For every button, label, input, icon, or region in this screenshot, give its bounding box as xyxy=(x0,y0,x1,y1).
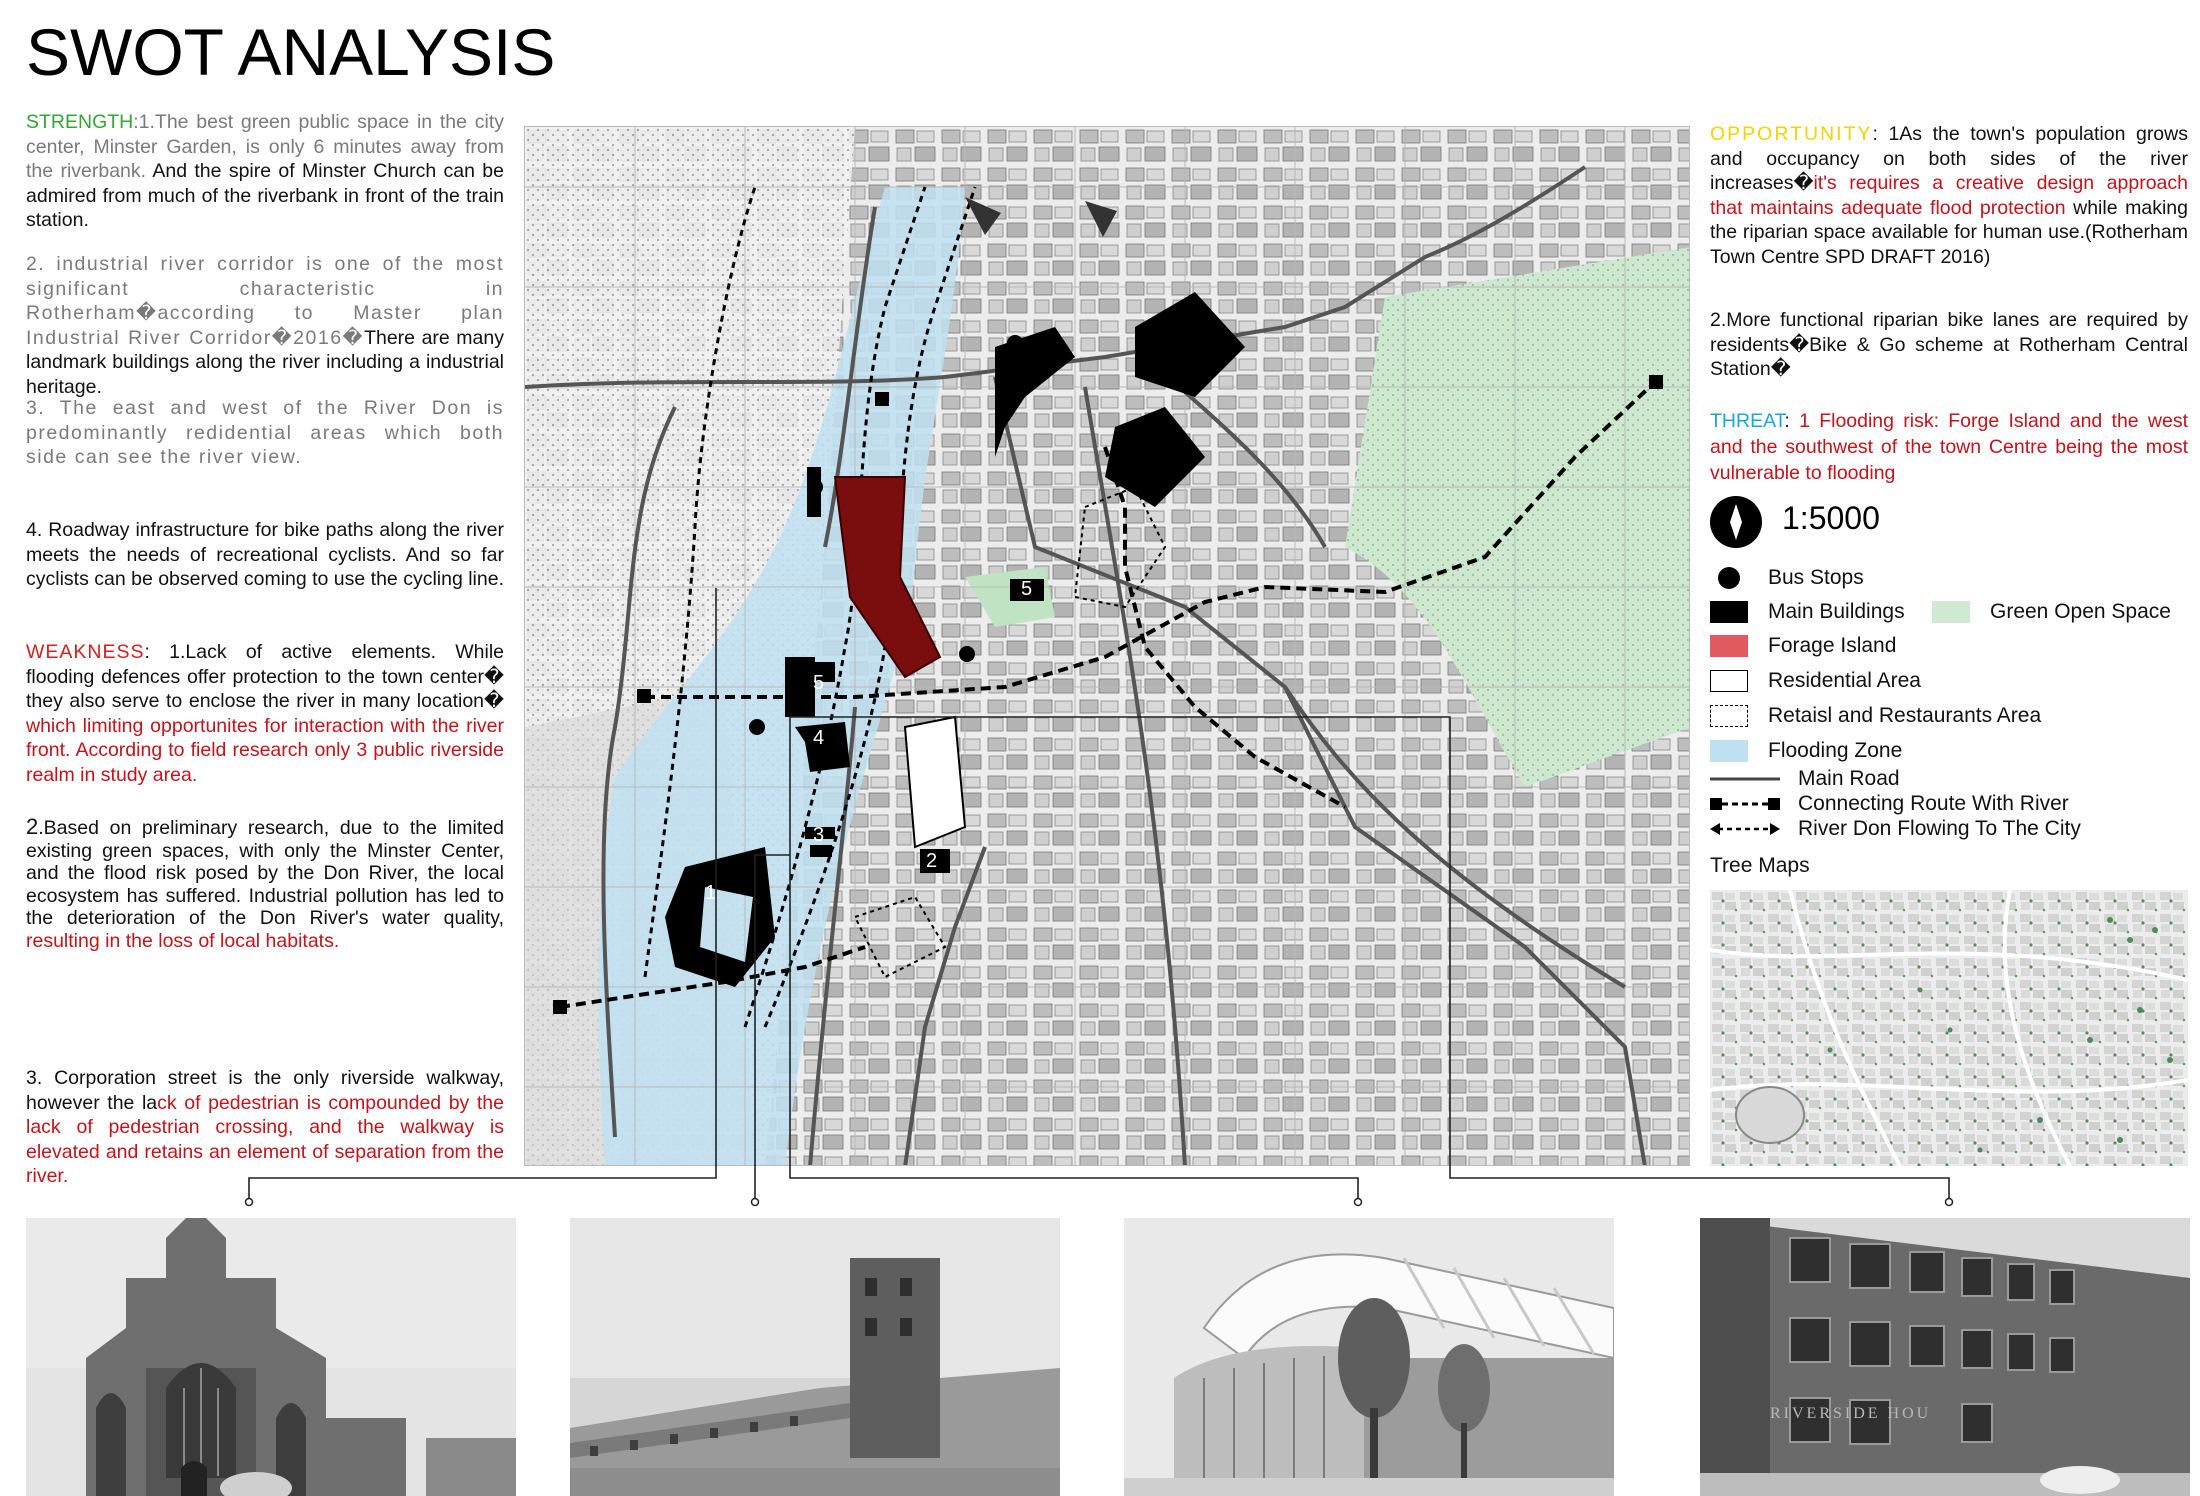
legend-green-space: Green Open Space xyxy=(1932,598,2171,626)
strength-text-2b: There are many landmark buildings along the river including a industrial heritage. xyxy=(26,326,504,398)
main-building-swatch xyxy=(1710,601,1748,623)
weakness-text-1b: which limiting opportunites for interaction with the river front. According to field research only 3 public riverside realm in study area. xyxy=(26,714,504,786)
opportunity-text-1: : 1As the town's population grows and occupancy on both sides of the river increases� xyxy=(1710,123,2188,194)
strength-paragraph-4: 4. Roadway infrastructure for bike paths along the river meets the needs of recreational cyclists. And so far cyclists can be observed coming to use the cycling line. xyxy=(26,519,504,590)
opportunity-paragraph-2: 2.More functional riparian bike lanes are required by residents�Bike & Go scheme at Rotherham Central Station� xyxy=(1710,309,2188,380)
page-title: SWOT ANALYSIS xyxy=(26,15,556,89)
weakness-text-2: .Based on preliminary research, due to the limited existing green spaces, with only the Minster Center, and the flood risk posed by the Don River, the local ecosystem has suffered. Industrial pollution has led to the deterioration of the Don River's water quality, xyxy=(26,817,504,929)
strength-paragraph-1 xyxy=(26,110,504,233)
legend-forge-island: Forage Island xyxy=(1710,632,1896,660)
photo-minster-church xyxy=(26,1218,516,1496)
legend-bus-stops: Bus Stops xyxy=(1710,564,1864,592)
site-label-2: 2 xyxy=(926,850,938,872)
weakness-paragraph-2 xyxy=(26,816,504,952)
retail-swatch xyxy=(1710,705,1748,727)
weakness-text-1: : 1.Lack of active elements. While flooding defences offer protection to the town center� they also serve to enclose the river in many location� xyxy=(26,641,504,712)
opportunity-text-1b: it's requires a creative design approach that maintains adequate flood protection xyxy=(1710,172,2188,219)
weakness-num-2: 2 xyxy=(26,814,39,839)
threat-paragraph xyxy=(1710,408,2188,486)
strength-text-1: :1.The best green public space in the city center, Minster Garden, is only 6 minutes away from the riverbank. xyxy=(26,111,504,182)
tree-maps-label: Tree Maps xyxy=(1710,854,1810,877)
site-label-3: 3 xyxy=(813,824,825,846)
weakness-text-3: 3. Corporation street is the only riverside walkway, however the la xyxy=(26,1067,504,1114)
connecting-route-icon xyxy=(1710,794,1780,814)
tree-map-image xyxy=(1710,890,2188,1166)
legend-river-flow: River Don Flowing To The City xyxy=(1710,815,2081,843)
site-label-4: 4 xyxy=(813,727,825,749)
map-scale: 1:5000 xyxy=(1782,500,1880,536)
threat-heading: THREAT xyxy=(1710,410,1785,432)
legend-residential: Residential Area xyxy=(1710,667,1921,695)
legend-flooding: Flooding Zone xyxy=(1710,737,1902,765)
bus-stop-icon xyxy=(1718,567,1740,589)
weakness-text-3b: ck of pedestrian is compounded by the lack of pedestrian crossing, and the walkway is elevated and retains an element of separation from the river. xyxy=(26,1091,504,1187)
weakness-text-2b: resulting in the loss of local habitats. xyxy=(26,929,340,952)
site-label-5b: 5 xyxy=(1021,578,1033,600)
tree-map-svg xyxy=(1710,890,2188,1166)
strength-text-2: 2. industrial river corridor is one of the most significant characteristic in Rotherham�according to Master plan Industrial River Corridor�2016� xyxy=(26,253,504,349)
strength-text-1b: And the spire of Minster Church can be admired from much of the riverbank in front of the train station. xyxy=(26,160,504,231)
industrial-illustration xyxy=(570,1218,1060,1496)
residential-area-outline xyxy=(905,717,965,847)
site-label-1: 1 xyxy=(705,882,717,904)
weakness-paragraph-1 xyxy=(26,640,504,787)
threat-text: 1 Flooding risk: Forge Island and the west and the southwest of the town Centre being the most vulnerable to flooding xyxy=(1710,410,2188,484)
opportunity-text-1c: while making the riparian space available for human use.(Rotherham Town Centre SPD DRAFT 2016) xyxy=(1710,196,2188,268)
main-road-line-icon xyxy=(1710,769,1780,789)
site-map-svg xyxy=(525,127,1690,1166)
forge-island-swatch xyxy=(1710,635,1748,657)
strength-paragraph-3: 3. The east and west of the River Don is predominantly redidential areas which both side can see the river view. xyxy=(26,397,504,468)
opportunity-heading: OPPORTUNITY xyxy=(1710,123,1873,145)
photo-industrial-heritage xyxy=(570,1218,1060,1496)
residential-swatch xyxy=(1710,670,1748,692)
legend-main-road: Main Road xyxy=(1710,765,1900,793)
strength-paragraph-2 xyxy=(26,252,504,399)
opportunity-paragraph-1 xyxy=(1710,122,2188,269)
photo-station-building xyxy=(1124,1218,1614,1496)
riverside-house-sign: RIVERSIDE HOU xyxy=(1770,1405,1932,1422)
riverside-house-illustration xyxy=(1700,1218,2190,1496)
photo-riverside-house xyxy=(1700,1218,2190,1496)
threat-colon: : xyxy=(1784,410,1800,432)
strength-heading: STRENGTH xyxy=(26,111,134,133)
site-label-5a: 5 xyxy=(813,672,825,694)
green-space-swatch xyxy=(1932,601,1970,623)
legend-connecting-route: Connecting Route With River xyxy=(1710,790,2069,818)
station-illustration xyxy=(1124,1218,1614,1496)
river-flow-arrow-icon xyxy=(1710,819,1780,839)
legend-retail: Retaisl and Restaurants Area xyxy=(1710,702,2041,730)
weakness-heading: WEAKNESS xyxy=(26,641,145,663)
church-illustration xyxy=(26,1218,516,1496)
legend-main-buildings: Main Buildings xyxy=(1710,598,1905,626)
flooding-swatch xyxy=(1710,740,1748,762)
weakness-paragraph-3 xyxy=(26,1066,504,1189)
north-arrow-icon xyxy=(1710,496,1762,548)
site-map xyxy=(524,126,1690,1166)
